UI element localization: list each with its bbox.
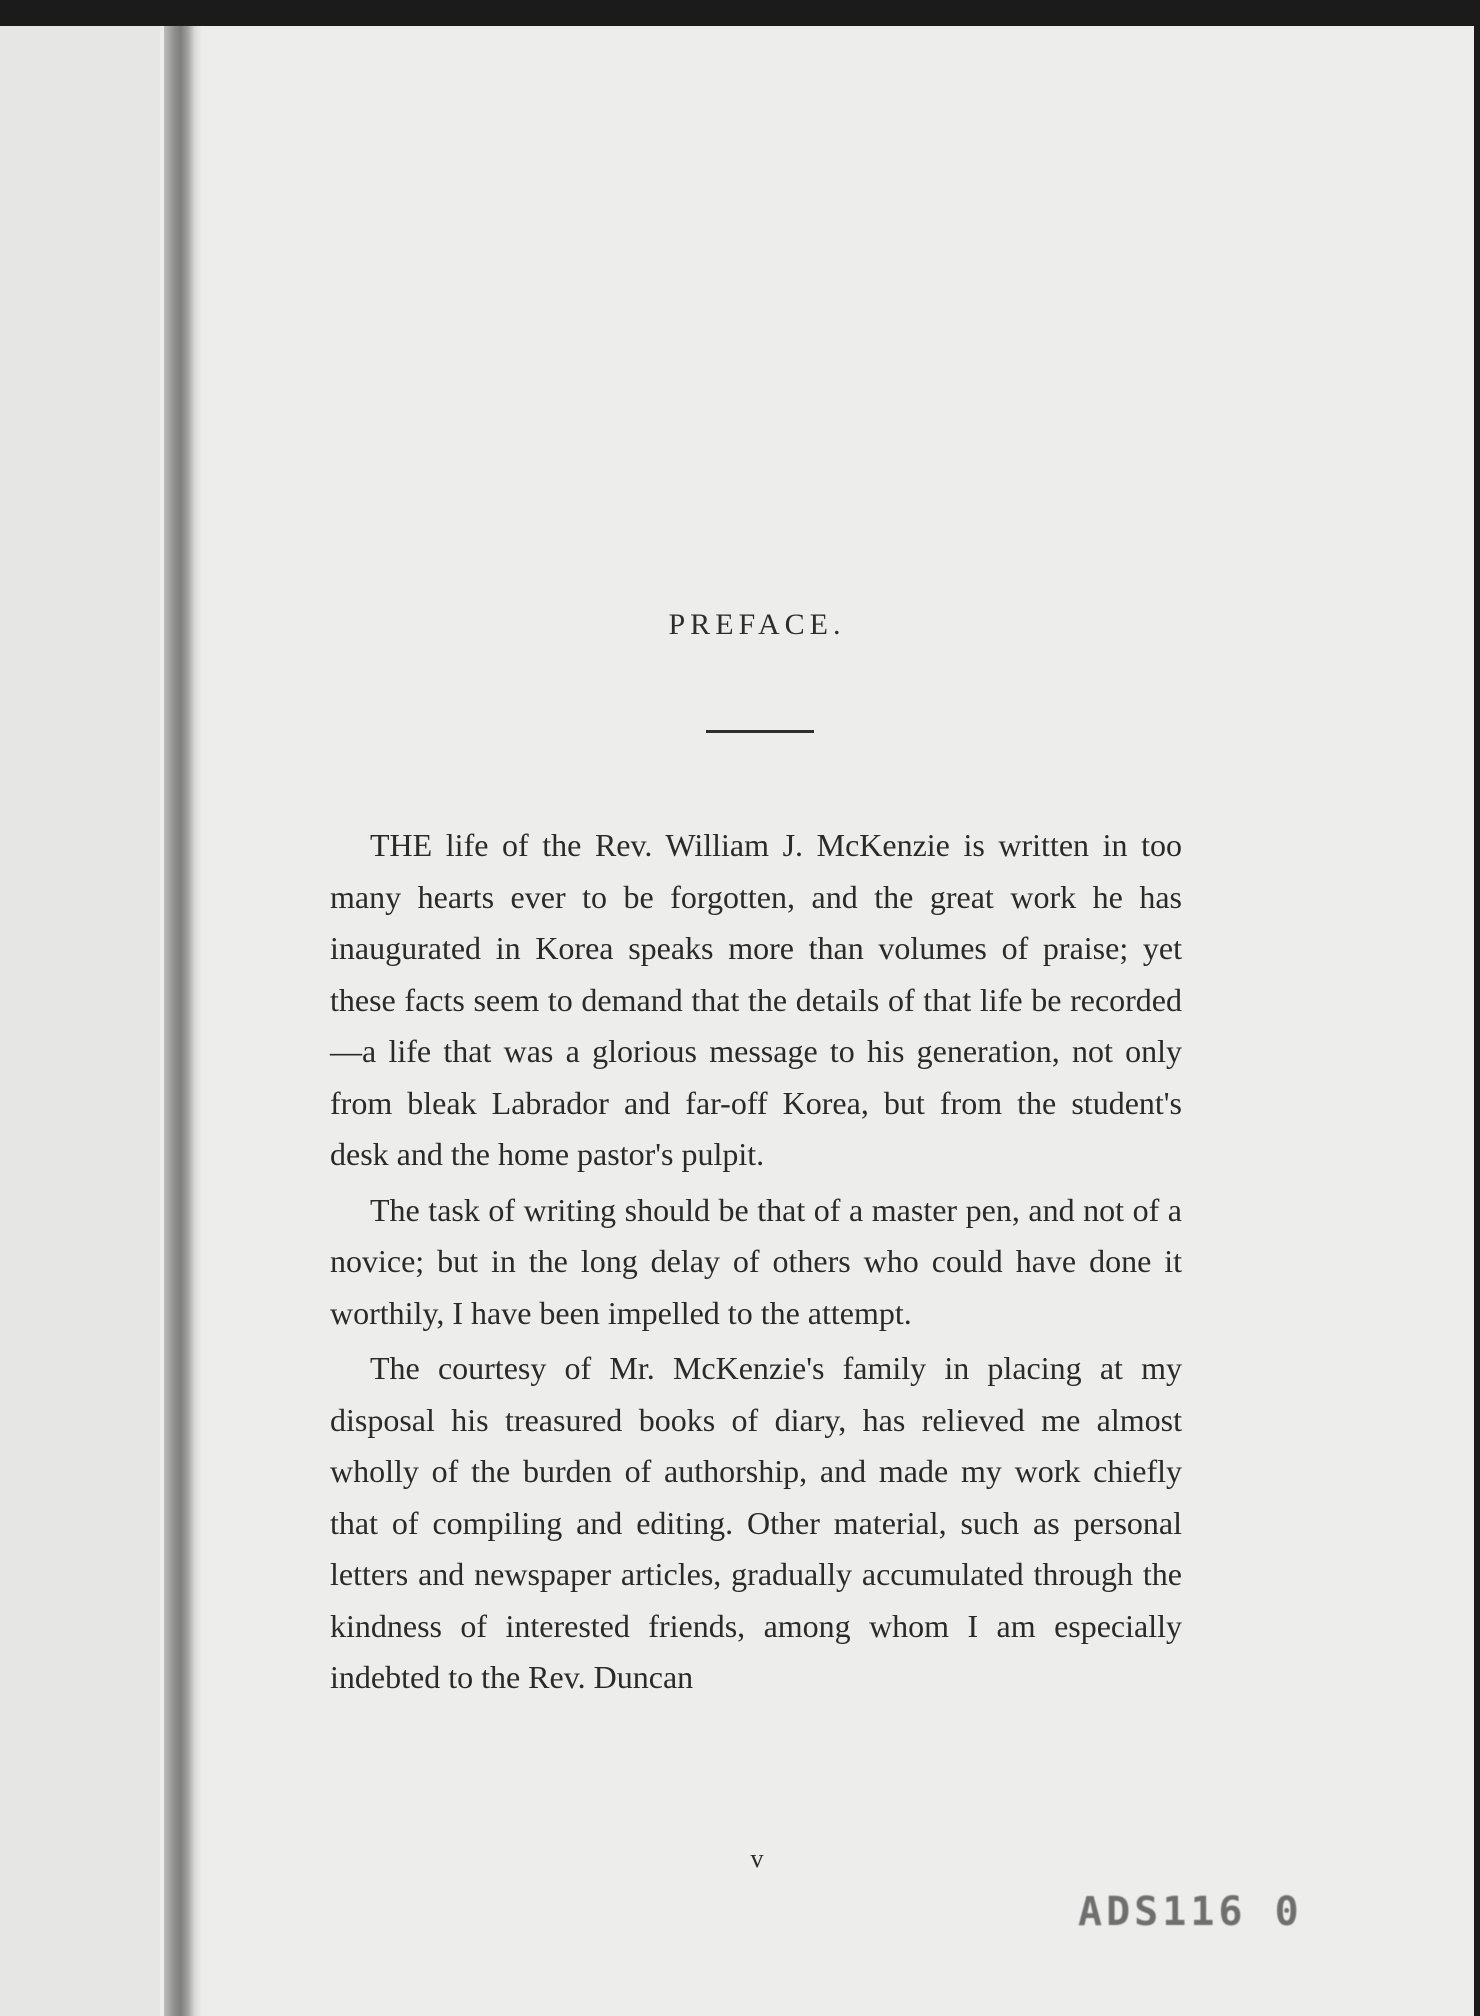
scanned-page xyxy=(0,26,1474,2016)
paragraph-3: The courtesy of Mr. McKenzie's family in placing at my disposal his treasured books of diary, has relieved me almost wholly of the burden of authorship, and made my work chiefly that of compiling and editing. Other material, such as personal letters and newspaper articles, gradually accumulated through the kindness of interested friends, among whom I am especially indebted to the Rev. Duncan xyxy=(330,1350,1182,1695)
binding-margin xyxy=(0,26,160,2016)
title-divider xyxy=(706,730,814,733)
binding-shadow xyxy=(164,26,194,2016)
page-edge xyxy=(194,26,202,2016)
preface-body xyxy=(330,820,1182,1708)
paragraph-1: THE life of the Rev. William J. McKenzie is written in too many hearts ever to be forgotten, and the great work he has inaugurated in Korea speaks more than volumes of praise; yet these facts seem to demand that the details of that life be recorded—a life that was a glorious message to his generation, not only from bleak Labrador and far-off Korea, but from the student's desk and the home pastor's pulpit. xyxy=(330,827,1182,1172)
library-stamp: ADS116 0 xyxy=(1078,1889,1303,1935)
paragraph-2: The task of writing should be that of a master pen, and not of a novice; but in the long delay of others who could have done it worthily, I have been impelled to the attempt. xyxy=(330,1191,1182,1331)
page-title: PREFACE. xyxy=(668,608,846,641)
page-number: v xyxy=(750,1844,764,1873)
